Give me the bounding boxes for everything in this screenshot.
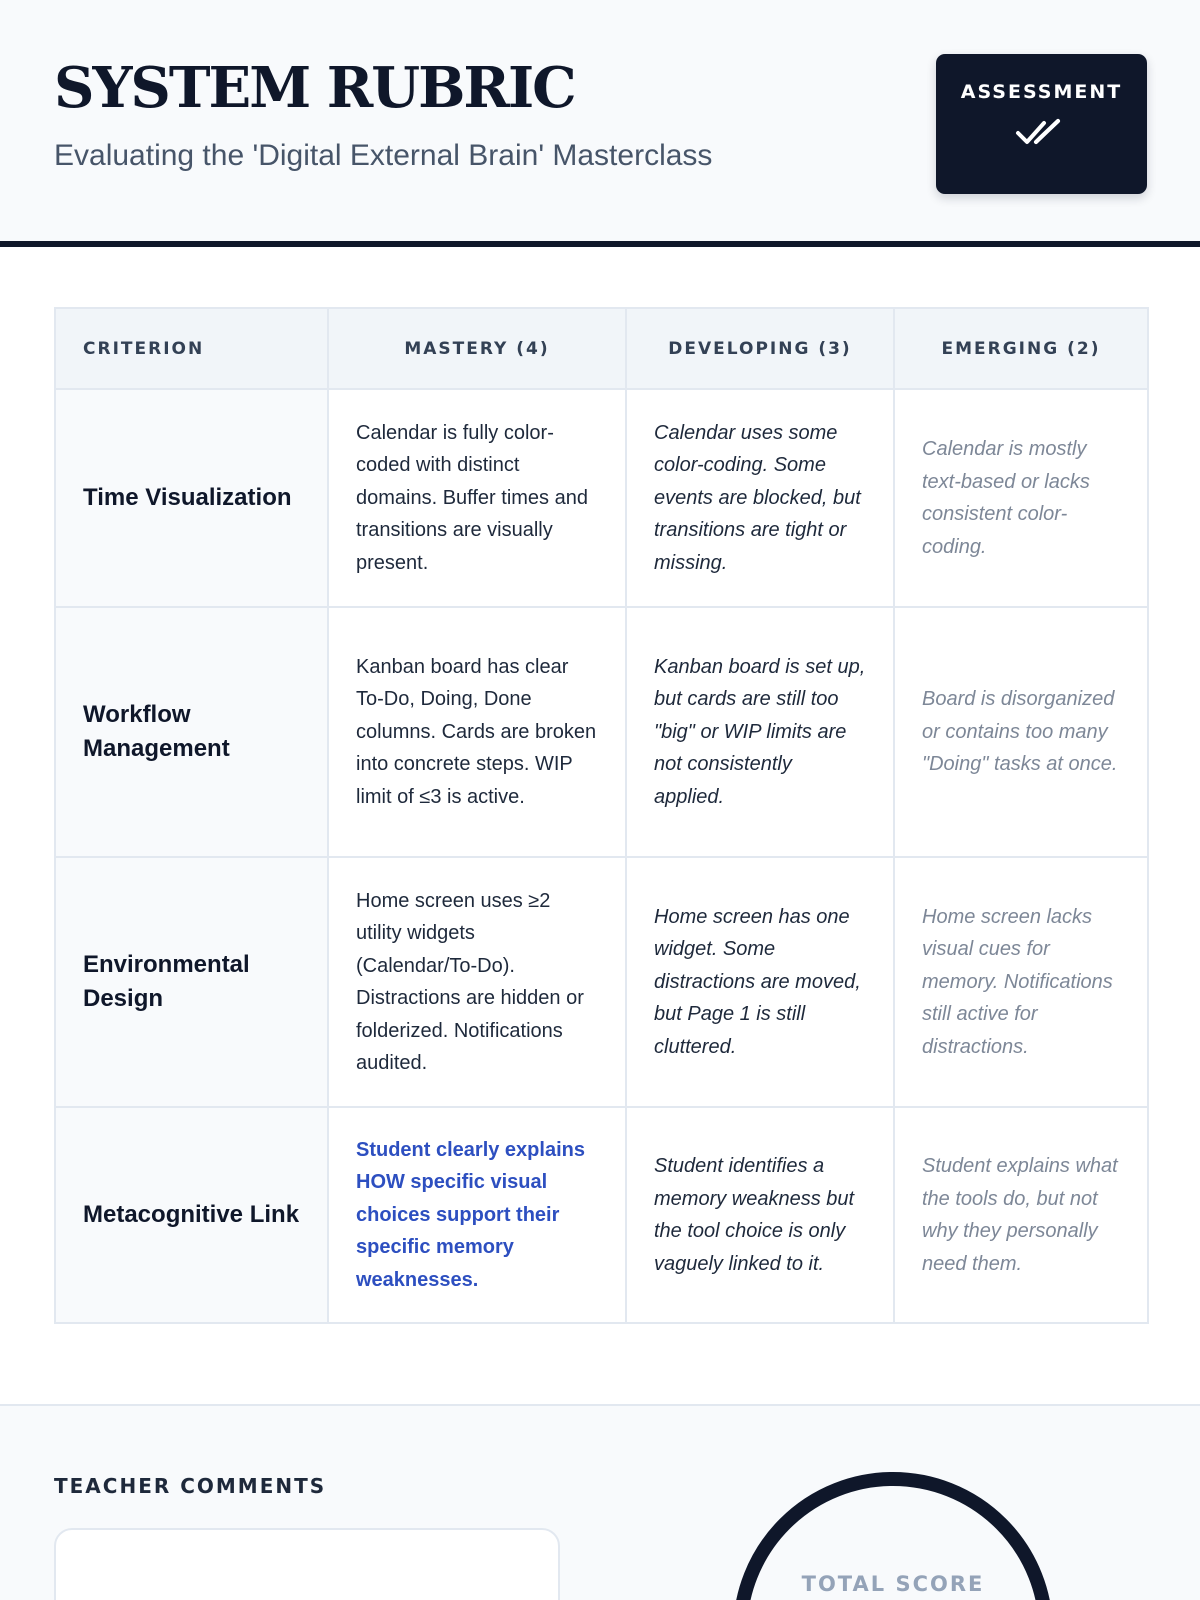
criterion-cell: Time Visualization [55, 389, 328, 607]
col-header-mastery: MASTERY (4) [328, 308, 626, 389]
criterion-cell: Environmental Design [55, 857, 328, 1107]
developing-cell: Calendar uses some color-coding. Some events are blocked, but transitions are tight or missing. [626, 389, 894, 607]
col-header-emerging: EMERGING (2) [894, 308, 1148, 389]
table-row [55, 389, 1148, 607]
footer-section [0, 1404, 1200, 1600]
double-check-icon [1014, 111, 1070, 151]
criterion-cell: Metacognitive Link [55, 1107, 328, 1323]
emerging-cell: Student explains what the tools do, but not why they personally need them. [894, 1107, 1148, 1323]
mastery-cell: Kanban board has clear To-Do, Doing, Done columns. Cards are broken into concrete steps. WIP limit of ≤3 is active. [328, 607, 626, 857]
col-header-criterion: CRITERION [55, 308, 328, 389]
rubric-header-row [55, 308, 1148, 389]
mastery-cell: Calendar is fully color-coded with distinct domains. Buffer times and transitions are visually present. [328, 389, 626, 607]
table-row [55, 857, 1148, 1107]
developing-cell: Home screen has one widget. Some distractions are moved, but Page 1 is still cluttered. [626, 857, 894, 1107]
developing-cell: Kanban board is set up, but cards are still too "big" or WIP limits are not consistently applied. [626, 607, 894, 857]
badge-label: ASSESSMENT [960, 81, 1123, 103]
page-subtitle: Evaluating the 'Digital External Brain' Masterclass [54, 139, 713, 172]
teacher-comments-box[interactable] [54, 1528, 560, 1600]
emerging-cell: Calendar is mostly text-based or lacks consistent color-coding. [894, 389, 1148, 607]
col-header-developing: DEVELOPING (3) [626, 308, 894, 389]
table-row [55, 607, 1148, 857]
mastery-cell: Student clearly explains HOW specific visual choices support their specific memory weaknesses. [328, 1107, 626, 1323]
page-title: SYSTEM RUBRIC [54, 55, 575, 121]
emerging-cell: Board is disorganized or contains too many "Doing" tasks at once. [894, 607, 1148, 857]
teacher-comments-label: TEACHER COMMENTS [54, 1474, 327, 1498]
mastery-cell: Home screen uses ≥2 utility widgets (Calendar/To-Do). Distractions are hidden or folderized. Notifications audited. [328, 857, 626, 1107]
header [0, 0, 1200, 247]
total-score-label: TOTAL SCORE [801, 1572, 985, 1596]
criterion-cell: Workflow Management [55, 607, 328, 857]
emerging-cell: Home screen lacks visual cues for memory. Notifications still active for distractions. [894, 857, 1148, 1107]
developing-cell: Student identifies a memory weakness but the tool choice is only vaguely linked to it. [626, 1107, 894, 1323]
assessment-badge [936, 54, 1147, 194]
table-row [55, 1107, 1148, 1323]
rubric-table [54, 307, 1149, 1324]
